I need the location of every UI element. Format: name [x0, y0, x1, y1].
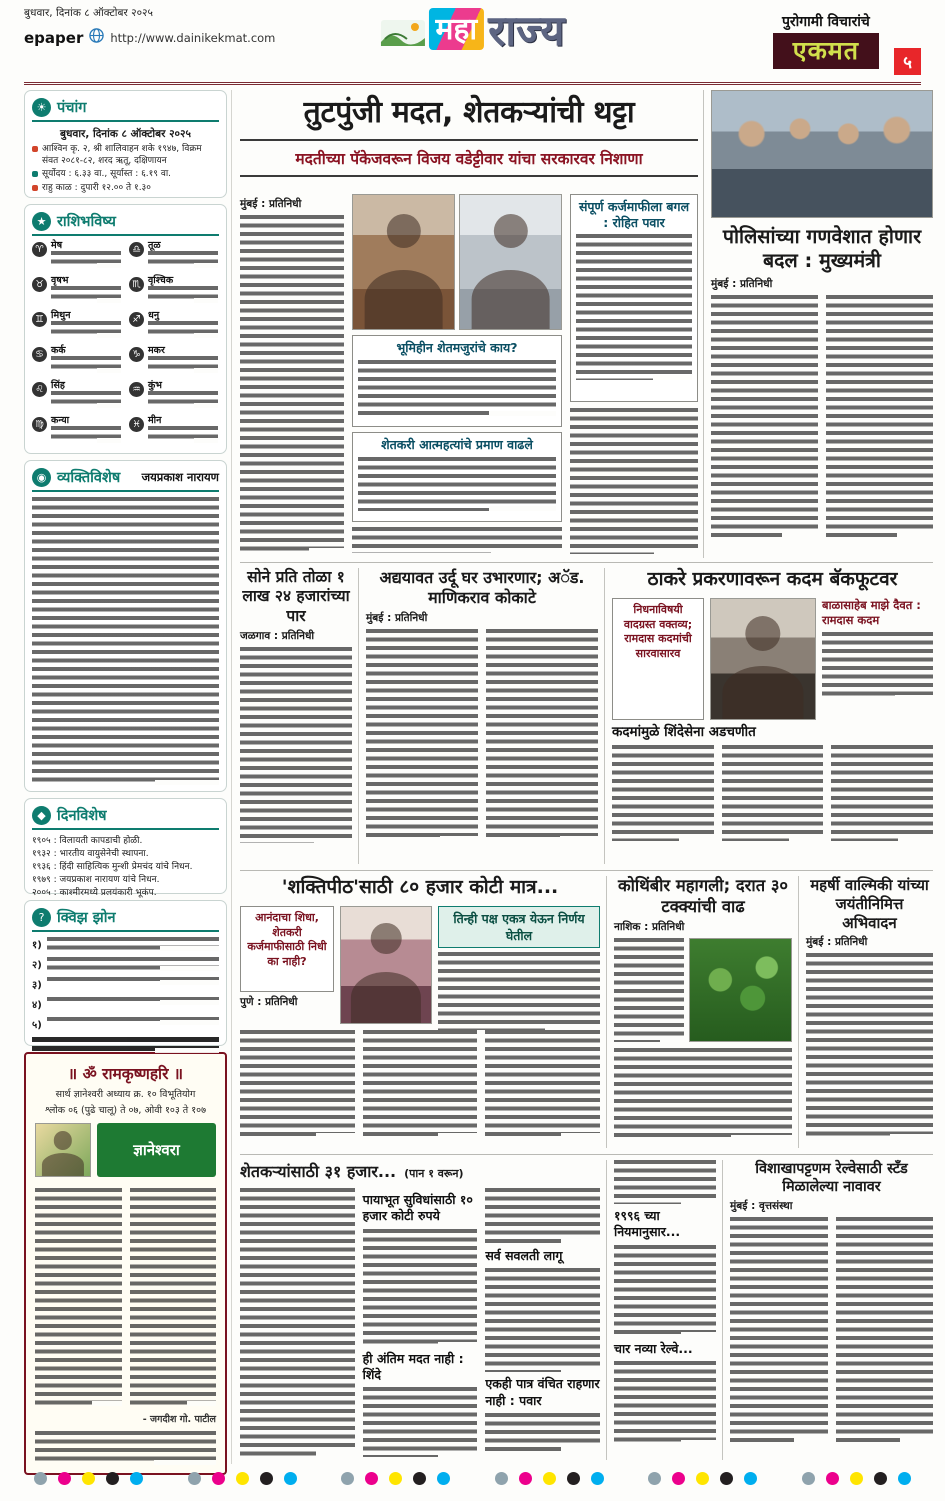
shaktipeeth-headline: 'शक्तिपीठ'साठी ८० हजार कोटी मात्र...	[281, 876, 559, 898]
registration-dot	[58, 1472, 71, 1485]
person-feature-title: व्यक्तिविशेष	[57, 470, 121, 486]
masthead-title: राज्य	[488, 6, 565, 56]
dot-group	[341, 1472, 450, 1485]
libra-icon: ♎	[129, 242, 144, 257]
sagittarius-icon: ♐	[129, 312, 144, 327]
section-divider	[240, 1154, 933, 1155]
registration-dot	[567, 1472, 580, 1485]
quiz-question	[47, 937, 219, 951]
registration-dot	[389, 1472, 402, 1485]
zodiac-text	[51, 321, 121, 338]
zodiac-name: कर्क	[51, 345, 66, 356]
print-registration-marks	[34, 1472, 911, 1485]
body-text	[352, 527, 562, 553]
verse-text	[35, 1188, 122, 1406]
police-dateline: मुंबई : प्रतिनिधी	[711, 277, 773, 290]
bullet-icon	[32, 185, 38, 191]
zodiac-text	[148, 321, 218, 338]
ad-badge: ज्ञानेश्वरा	[97, 1123, 216, 1177]
body-text	[836, 1217, 934, 1443]
ad-signature: - जगदीश गो. पाटील	[142, 1414, 216, 1425]
registration-dot	[212, 1472, 225, 1485]
zodiac-item	[129, 276, 219, 307]
zodiac-item	[32, 416, 122, 447]
body-text	[822, 632, 933, 700]
dot-group	[495, 1472, 604, 1485]
sidebar	[24, 90, 232, 1464]
shaktipeeth-note-box: आनंदाचा शिधा, शेतकरी कर्जमाफीसाठी निधी का नाही?	[240, 906, 334, 992]
lead-article-body	[240, 194, 698, 558]
registration-dot	[696, 1472, 709, 1485]
header-date: बुधवार, दिनांक ८ ऑक्टोबर २०२५	[24, 7, 153, 19]
day-special-item: १९३२ : भारतीय वायुसेनेची स्थापना.	[32, 849, 149, 860]
body-text	[240, 1030, 355, 1138]
continued-label: (पान १ वरून)	[404, 1167, 464, 1180]
gold-dateline: जळगाव : प्रतिनिधी	[240, 630, 315, 643]
scorpio-icon: ♏	[129, 277, 144, 292]
registration-dot	[543, 1472, 556, 1485]
vizag-headline: विशाखापट्टणम रेल्वेसाठी स्टँड मिळालेल्या नावावर	[755, 1161, 908, 1196]
brand-block	[773, 12, 879, 69]
body-text	[614, 938, 684, 1042]
coriander-price-article	[606, 876, 792, 1148]
page-header	[24, 6, 921, 80]
body-text	[363, 1229, 478, 1347]
body-text	[612, 745, 714, 841]
zodiac-text	[51, 356, 121, 373]
masthead-prefix: महा	[428, 8, 484, 50]
zodiac-text	[51, 391, 121, 408]
box-title: संपूर्ण कर्जमाफीला बगल : रोहित पवार	[578, 199, 690, 230]
body-text	[722, 745, 824, 841]
police-uniform-article	[703, 90, 933, 558]
registration-dot	[34, 1472, 47, 1485]
masthead-graphic-icon	[380, 20, 424, 50]
kadam-article	[604, 568, 933, 864]
zodiac-item	[32, 241, 122, 272]
zodiac-name: सिंह	[51, 380, 65, 391]
pisces-icon: ♓	[129, 417, 144, 432]
body-text	[240, 215, 344, 553]
zodiac-text	[148, 391, 218, 408]
panchang-line: राहु काळ : दुपारी १२.०० ते १.३०	[42, 183, 151, 194]
body-text	[576, 234, 692, 380]
body-text	[614, 1361, 716, 1445]
zodiac-item	[32, 346, 122, 377]
zodiac-text	[148, 356, 218, 373]
dot-group	[188, 1472, 297, 1485]
police-headline: पोलिसांच्या गणवेशात होणार बदल : मुख्यमंत्री	[722, 225, 922, 273]
kadam-photo-caption: बाळासाहेब माझे दैवत : रामदास कदम	[822, 597, 921, 627]
body-text	[614, 1048, 792, 1140]
registration-dot	[437, 1472, 450, 1485]
bullet-icon	[32, 146, 38, 152]
zodiac-name: कन्या	[51, 415, 70, 426]
lead-headline: तुटपुंजी मदत, शेतकऱ्यांची थट्टा	[303, 95, 635, 130]
horoscope-grid	[32, 241, 219, 447]
dot-group	[34, 1472, 143, 1485]
person-name: जयप्रकाश नारायण	[141, 469, 219, 484]
vizag-railway-article	[722, 1160, 933, 1460]
body-text	[570, 408, 698, 554]
quiz-number: ३)	[32, 980, 42, 991]
registration-dot	[850, 1472, 863, 1485]
registration-dot	[826, 1472, 839, 1485]
quiz-number: ५)	[32, 1020, 42, 1031]
sun-icon: ☀	[32, 98, 51, 117]
quiz-number: २)	[32, 960, 42, 971]
body-text	[730, 1217, 828, 1443]
kothimbir-dateline: नाशिक : प्रतिनिधी	[614, 921, 685, 934]
woman-politician-photo	[340, 906, 432, 1024]
quiz-number: ४)	[32, 1000, 42, 1011]
leo-icon: ♌	[32, 382, 47, 397]
registration-dot	[236, 1472, 249, 1485]
gemini-icon: ♊	[32, 312, 47, 327]
virgo-icon: ♍	[32, 417, 47, 432]
body-text	[358, 457, 556, 511]
registration-dot	[188, 1472, 201, 1485]
railway-rules-column	[606, 1160, 716, 1460]
ad-subtitle: सार्थ ज्ञानेश्वरी अध्याय क्र. १० विभूतियोग	[55, 1089, 196, 1100]
urdu-headline: अद्ययावत उर्दू घर उभारणार; अॅड. माणिकराव कोकाटे	[379, 568, 585, 607]
zodiac-text	[51, 251, 121, 268]
quiz-question	[47, 1017, 219, 1025]
landless-laborers-box	[352, 335, 562, 427]
horoscope-title: राशिभविष्य	[57, 214, 116, 230]
registration-dot	[672, 1472, 685, 1485]
panchang-section	[24, 90, 227, 198]
registration-dot	[413, 1472, 426, 1485]
zodiac-name: मकर	[148, 345, 165, 356]
zodiac-item	[129, 241, 219, 272]
registration-dot	[519, 1472, 532, 1485]
farmer-suicides-box	[352, 432, 562, 522]
zodiac-text	[148, 251, 218, 268]
panchang-line: सूर्योदय : ६.३३ वा., सूर्यास्त : ६.१९ वा.	[42, 169, 172, 180]
body-text	[485, 1030, 600, 1138]
registration-dot	[82, 1472, 95, 1485]
shaktipeeth-box-title: तिन्ही पक्ष एकत्र येऊन निर्णय घेतील	[438, 906, 600, 948]
farmers-subhead: सर्व सवलती लागू	[485, 1248, 563, 1263]
registration-dot	[106, 1472, 119, 1485]
quiz-section	[24, 900, 227, 1046]
body-text	[806, 953, 933, 1139]
body-text	[831, 745, 933, 841]
urdu-dateline: मुंबई : प्रतिनिधी	[366, 612, 428, 624]
epaper-label: epaper	[24, 28, 84, 47]
zodiac-item	[32, 381, 122, 412]
gold-headline: सोने प्रति तोळा १ लाख २४ हजारांच्या पार	[242, 568, 350, 625]
brand-logo: एकमत	[773, 33, 879, 69]
zodiac-name: मेष	[51, 240, 63, 251]
day-special-item: १९३६ : हिंदी साहित्यिक मुन्शी प्रेमचंद यांचे निधन.	[32, 862, 193, 873]
star-icon: ★	[32, 212, 51, 231]
capricorn-icon: ♑	[129, 347, 144, 362]
farmers-subhead: पायाभूत सुविधांसाठी १० हजार कोटी रुपये	[362, 1192, 473, 1224]
gold-price-article	[240, 568, 352, 864]
registration-dot	[802, 1472, 815, 1485]
body-text	[614, 1245, 716, 1337]
registration-dot	[591, 1472, 604, 1485]
registration-dot	[365, 1472, 378, 1485]
diamond-icon: ◆	[32, 806, 51, 825]
shaktipeeth-dateline: पुणे : प्रतिनिधी	[240, 995, 298, 1008]
zodiac-name: तूळ	[148, 240, 161, 251]
lead-subheadline: मदतीच्या पॅकेजवरून विजय वडेट्टीवार यांचा सरकारवर निशाणा	[240, 139, 698, 177]
section-divider	[240, 870, 933, 871]
zodiac-text	[51, 286, 121, 303]
bullet-icon	[32, 171, 38, 177]
section-divider	[240, 562, 933, 563]
farmers-aid-article	[240, 1160, 600, 1460]
body-text	[711, 295, 818, 537]
registration-dot	[284, 1472, 297, 1485]
zodiac-item	[129, 381, 219, 412]
ad-subtitle: श्लोक ०६ (पुढे चालू) ते ०७, ओवी १०३ ते १०७	[44, 1105, 207, 1116]
verse-text	[35, 1431, 216, 1465]
horoscope-section	[24, 204, 227, 454]
zodiac-item	[129, 311, 219, 342]
body-text	[614, 1160, 716, 1204]
day-special-item: १९७९ : जयप्रकाश नारायण यांचे निधन.	[32, 875, 160, 886]
registration-dot	[898, 1472, 911, 1485]
quiz-number: १)	[32, 940, 42, 951]
police-photo	[711, 90, 933, 218]
day-special-item: १९०५ : विलायती कापडाची होळी.	[32, 836, 143, 846]
aries-icon: ♈	[32, 242, 47, 257]
registration-dot	[260, 1472, 273, 1485]
registration-dot	[648, 1472, 661, 1485]
coriander-photo	[689, 938, 792, 1042]
politician-photo-2	[459, 194, 562, 330]
saint-photo	[35, 1123, 91, 1177]
zodiac-item	[32, 276, 122, 307]
zodiac-item	[129, 346, 219, 377]
website-link[interactable]: http://www.dainikekmat.com	[110, 30, 276, 45]
cancer-icon: ♋	[32, 347, 47, 362]
verse-text	[130, 1188, 217, 1406]
day-special-item: २००५ : काश्मीरमध्ये प्रलयंकारी भूकंप.	[32, 888, 157, 899]
shaktipeeth-article	[240, 876, 600, 1148]
kothimbir-headline: कोथिंबीर महागली; दरात ३० टक्क्यांची वाढ	[617, 876, 789, 916]
farmers-subhead: एकही पात्र वंचित राहणार नाही : पवार	[485, 1376, 600, 1408]
farmers-subhead: ही अंतिम मदत नाही : शिंदे	[362, 1350, 464, 1382]
registration-dot	[341, 1472, 354, 1485]
vizag-dateline: मुंबई : वृत्तसंस्था	[730, 1200, 793, 1213]
panchang-line: आश्विन कृ. २, श्री शालिवाहन शके १९४७, विक्रम संवत २०८१-८२, शरद ऋतू, दक्षिणायन	[42, 144, 202, 166]
lead-column-2	[352, 194, 562, 558]
valmiki-article	[798, 876, 933, 1148]
zodiac-name: वृषभ	[51, 275, 69, 286]
zodiac-name: वृश्चिक	[148, 275, 174, 286]
railway-subhead: १९९६ च्या नियमानुसार...	[614, 1208, 681, 1240]
kadam-headline: ठाकरे प्रकरणावरून कदम बॅकफूटवर	[647, 568, 898, 590]
zodiac-text	[148, 426, 218, 443]
body-text	[438, 952, 600, 1030]
masthead	[380, 6, 565, 56]
advertisement	[24, 1052, 227, 1475]
body-text	[485, 1188, 600, 1244]
person-icon: ◉	[32, 468, 51, 487]
loan-waiver-box	[570, 194, 698, 402]
box-title: शेतकरी आत्महत्यांचे प्रमाण वाढले	[381, 437, 533, 452]
quiz-question	[47, 977, 219, 985]
body-text	[240, 647, 352, 843]
body-text	[366, 629, 478, 841]
lead-column-1	[240, 194, 344, 558]
body-text	[826, 295, 933, 537]
day-special-title: दिनविशेष	[57, 808, 107, 824]
quiz-answers	[32, 1037, 219, 1053]
valmiki-dateline: मुंबई : प्रतिनिधी	[806, 936, 868, 949]
body-text	[486, 629, 598, 841]
zodiac-name: मीन	[148, 415, 162, 426]
kadam-subhead: कदमांमुळे शिंदेसेना अडचणीत	[612, 723, 756, 740]
quiz-question	[47, 957, 219, 971]
zodiac-item	[32, 311, 122, 342]
zodiac-name: कुंभ	[148, 380, 162, 391]
registration-dot	[744, 1472, 757, 1485]
lead-dateline: मुंबई : प्रतिनिधी	[240, 198, 302, 210]
urdu-ghar-article	[358, 568, 598, 864]
globe-icon	[89, 28, 104, 47]
quiz-title: क्विझ झोन	[57, 910, 116, 926]
panchang-date: बुधवार, दिनांक ८ ऑक्टोबर २०२५	[60, 128, 191, 140]
ad-title: ॥ ॐ रामकृष्णहरि ॥	[67, 1065, 184, 1083]
body-text	[240, 1188, 355, 1456]
body-text	[358, 360, 556, 416]
body-text	[363, 1030, 478, 1138]
lead-article-header	[240, 90, 698, 177]
day-special-section	[24, 798, 227, 899]
farmers-headline: शेतकऱ्यांसाठी ३१ हजार...	[240, 1162, 397, 1181]
taurus-icon: ♉	[32, 277, 47, 292]
person-feature-section	[24, 460, 227, 792]
registration-dot	[130, 1472, 143, 1485]
zodiac-name: मिथुन	[51, 310, 71, 321]
registration-dot	[720, 1472, 733, 1485]
kadam-note-box: निधनाविषयी वादग्रस्त वक्तव्य; रामदास कदमांची सारवासारव	[612, 598, 704, 720]
railway-subhead: चार नव्या रेल्वे...	[614, 1340, 693, 1356]
panchang-title: पंचांग	[57, 100, 87, 116]
dot-group	[802, 1472, 911, 1485]
zodiac-text	[51, 426, 121, 443]
valmiki-headline: महर्षी वाल्मिकी यांच्या जयंतीनिमित्त अभिवादन	[810, 876, 929, 932]
quiz-question	[47, 997, 219, 1005]
body-text	[363, 1387, 478, 1457]
header-divider	[24, 82, 921, 85]
body-text	[32, 497, 219, 785]
body-text	[485, 1268, 600, 1372]
main-content	[240, 90, 933, 1464]
aquarius-icon: ♒	[129, 382, 144, 397]
lead-column-3	[570, 194, 698, 558]
registration-dot	[495, 1472, 508, 1485]
dot-group	[648, 1472, 757, 1485]
zodiac-name: धनु	[148, 310, 160, 321]
politician-photo-1	[352, 194, 455, 330]
zodiac-text	[148, 286, 218, 303]
kadam-photo	[710, 598, 816, 720]
brand-tagline: पुरोगामी विचारांचे	[781, 14, 870, 30]
question-icon: ?	[32, 908, 51, 927]
body-text	[485, 1413, 600, 1451]
zodiac-item	[129, 416, 219, 447]
box-title: भूमिहीन शेतमजुरांचे काय?	[396, 340, 518, 355]
registration-dot	[874, 1472, 887, 1485]
page-number: ५	[894, 48, 921, 75]
